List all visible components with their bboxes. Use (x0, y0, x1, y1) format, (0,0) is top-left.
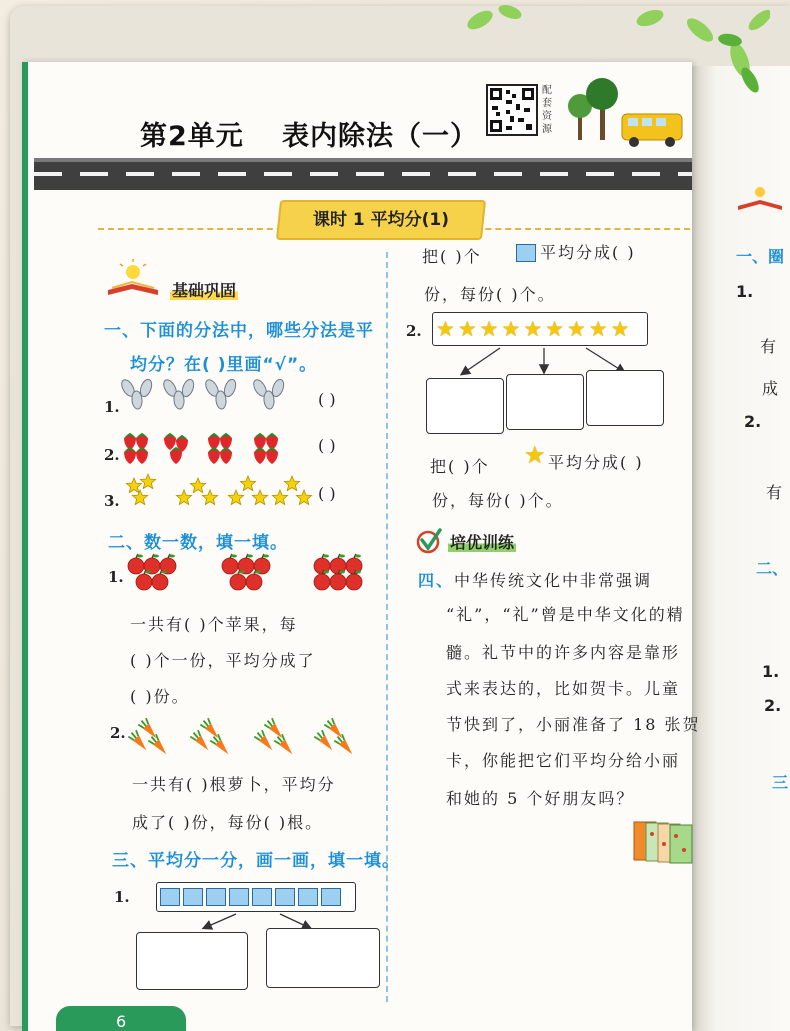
star-icon: ★ (457, 317, 477, 341)
carrot-icon (148, 733, 170, 757)
column-divider (386, 252, 388, 1002)
next-page-fragment: 2. (744, 412, 762, 431)
strawberry-icon (124, 448, 136, 464)
square-cell (160, 888, 180, 906)
square-icon (516, 244, 536, 262)
star-icon: ★ (479, 317, 499, 341)
square-cell (275, 888, 295, 906)
q1-item-number: 3. (104, 492, 120, 510)
answer-box[interactable] (506, 374, 584, 430)
next-page-fragment: 有 (766, 483, 783, 502)
q3-item2-text-a: 把( )个 (430, 457, 490, 476)
strawberries-illustration (120, 430, 300, 468)
qr-label: 配套资源 (542, 85, 552, 135)
q2-item1-line3: ( )份。 (130, 687, 190, 706)
q3-item2-text-b: 平均分成( ) (548, 453, 644, 472)
unit-title: 表内除法（一） (282, 121, 478, 152)
apples-illustration (124, 556, 374, 598)
unit-number: 第2单元 (140, 121, 244, 152)
q3-item-number: 2. (406, 322, 422, 340)
q3-item2-line2: 份，每份( )个。 (432, 491, 564, 510)
carrot-icon (314, 729, 336, 753)
answer-box[interactable] (136, 932, 248, 990)
trees-bus-illustration (556, 74, 696, 164)
carrot-icon (254, 729, 276, 753)
q4-line: “礼”，“礼”曾是中华文化的精 (446, 605, 685, 624)
strawberry-icon (266, 448, 278, 464)
square-cell (183, 888, 203, 906)
q3-prompt: 三、平均分一分，画一画，填一填。 (112, 851, 400, 871)
carrot-icon (190, 729, 212, 753)
star-icon: ★ (566, 317, 586, 341)
apple-icon (330, 570, 346, 590)
book-icon (736, 184, 786, 214)
checkmark-icon (416, 528, 444, 554)
star-icon (240, 476, 255, 491)
next-page-fragment: 三 (772, 773, 789, 792)
star-icon (296, 490, 311, 505)
star-icon: ★ (501, 317, 521, 341)
strawberry-icon (220, 448, 232, 464)
apple-icon (314, 570, 330, 590)
q1-answer-blank[interactable]: ( ) (318, 390, 336, 409)
lesson-label: 课时 1 平均分(1) (312, 210, 450, 230)
next-page-fragment: 1. (736, 282, 754, 301)
star-icon (284, 476, 299, 491)
star-icon: ★ (436, 317, 455, 341)
strawberry-icon (136, 448, 148, 464)
qr-code-icon[interactable] (486, 84, 538, 136)
peanuts-illustration (120, 384, 300, 420)
star-icon: ★ (523, 317, 543, 341)
q1-prompt-line1: 一、下面的分法中，哪些分法是平 (104, 321, 374, 341)
square-cell (229, 888, 249, 906)
q4-text: 中华传统文化中非常强调 (454, 571, 653, 590)
star-icon: ★ (588, 317, 608, 341)
strawberry-icon (254, 448, 266, 464)
q4-line: 式来表达的，比如贺卡。儿童 (446, 679, 681, 698)
star-icon (132, 490, 147, 505)
lesson-banner (276, 200, 486, 240)
star-icon (272, 490, 287, 505)
book-lightbulb-icon (106, 262, 162, 298)
q2-prompt: 二、数一数，填一填。 (108, 533, 288, 553)
q1-prompt-line2: 均分？在( )里画“√”。 (130, 355, 318, 375)
next-page-fragment: 成 (762, 379, 779, 398)
square-cell (321, 888, 341, 906)
q4-prefix (418, 568, 652, 591)
star-icon: ★ (610, 317, 630, 341)
carrot-icon (274, 733, 296, 757)
q3-item1-text-b: 平均分成( ) (540, 243, 636, 262)
star-icon (228, 490, 243, 505)
square-cell (252, 888, 272, 906)
star-icon: ★ (545, 317, 564, 341)
answer-box[interactable] (426, 378, 504, 434)
star-icon: ★ (524, 441, 546, 469)
answer-box[interactable] (586, 370, 664, 426)
q3-item1-line2: 份，每份( )个。 (424, 285, 556, 304)
q2-item1-line1: 一共有( )个苹果，每 (130, 615, 298, 634)
greeting-cards-illustration (632, 820, 702, 864)
next-page-fragment: 一、圈 (736, 247, 785, 266)
next-page-fragment: 二、 (756, 559, 789, 578)
answer-box[interactable] (266, 928, 380, 988)
carrots-illustration (126, 716, 366, 756)
section-basics-title: 基础巩固 (172, 281, 237, 300)
q1-item-number: 2. (104, 446, 120, 464)
square-cell (298, 888, 318, 906)
q2-item2-line2: 成了( )份，每份( )根。 (132, 813, 324, 832)
q4-line: 卡，你能把它们平均分给小丽 (446, 751, 681, 770)
q1-answer-blank[interactable]: ( ) (318, 436, 336, 455)
q2-item-number: 2. (110, 724, 126, 742)
strawberry-icon (208, 448, 220, 464)
q4-number: 四、 (418, 571, 455, 590)
q3-item-number: 1. (114, 888, 130, 906)
star-icon (126, 478, 141, 493)
stars-illustration (120, 476, 310, 510)
q2-item2-line1: 一共有( )根萝卜，平均分 (132, 775, 336, 794)
star-icon (252, 490, 267, 505)
stars-strip (432, 312, 648, 346)
strawberry-icon (164, 434, 176, 450)
star-icon (190, 478, 205, 493)
next-page (692, 66, 790, 1031)
q4-line: 节快到了，小丽准备了 18 张贺 (446, 715, 701, 734)
page-number-tab (56, 1006, 186, 1031)
squares-strip (156, 882, 356, 912)
section-advanced-title: 培优训练 (450, 533, 515, 552)
apple-icon (222, 554, 238, 574)
star-icon (202, 490, 217, 505)
strawberry-icon (170, 448, 182, 464)
q4-line: 和她的 5 个好朋友吗？ (446, 789, 635, 808)
carrot-icon (210, 733, 232, 757)
q1-answer-blank[interactable]: ( ) (318, 484, 336, 503)
next-page-fragment: 1. (762, 662, 780, 681)
q4-line: 髓。礼节中的许多内容是靠形 (446, 643, 681, 662)
q2-item1-line2: ( )个一份，平均分成了 (130, 651, 316, 670)
star-icon (140, 474, 155, 489)
q3-item1-text-a: 把( )个 (422, 247, 482, 266)
apple-icon (128, 554, 144, 574)
star-icon (176, 490, 191, 505)
carrot-icon (334, 733, 356, 757)
next-page-fragment: 有 (760, 337, 777, 356)
next-page-fragment: 2. (764, 696, 782, 715)
carrot-icon (128, 729, 150, 753)
apple-icon (346, 570, 362, 590)
square-cell (206, 888, 226, 906)
q2-item-number: 1. (108, 568, 124, 586)
page-number: 6 (116, 1012, 127, 1031)
q1-item-number: 1. (104, 398, 120, 416)
